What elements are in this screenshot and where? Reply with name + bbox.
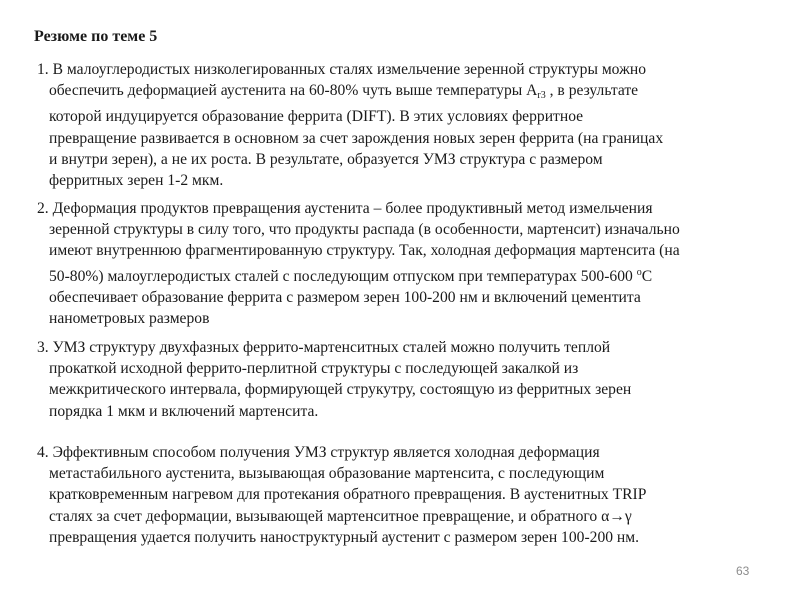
paragraph-1-line-5: и внутри зерен), а не их роста. В результате, образуется УМЗ структура с размером [49, 150, 603, 168]
paragraph-1 [37, 59, 767, 191]
paragraph-4 [37, 442, 757, 548]
paragraph-1-line-3: которой индуцируется образование феррита (DIFT). В этих условиях ферритное [49, 108, 584, 126]
paragraph-1-line-1: 1. В малоуглеродистых низколегированных сталях измельчение зеренной структуры можно [37, 61, 647, 78]
paragraph-2-line-3: имеют внутреннюю фрагментированную структуру. Так, холодная деформация мартенсита (на [49, 242, 680, 260]
slide-title: Резюме по теме 5 [34, 28, 158, 45]
paragraph-1-line-2-text: обеспечить деформацией аустенита на 60-80% чуть выше температуры А [49, 82, 538, 100]
paragraph-1-line-2-tail: , в результате [545, 82, 639, 100]
paragraph-3-line-3: межкритического интервала, формирующей струкутру, состоящую из ферритных зерен [49, 381, 632, 399]
paragraph-3-line-1: 3. УМЗ структуру двухфазных феррито-мартенситных сталей можно получить теплой [37, 339, 611, 356]
paragraph-4-line-1: 4. Эффективным способом получения УМЗ структур является холодная деформация [37, 444, 600, 461]
paragraph-2-line-4 [37, 262, 777, 287]
paragraph-1-line-6: ферритных зерен 1-2 мкм. [49, 172, 224, 190]
paragraph-3-line-2: прокаткой исходной феррито-перлитной структуры с последующей закалкой из [49, 360, 579, 378]
paragraph-2-line-2: зеренной структуры в силу того, что продукты распада (в особенности, мартенсит) изначально [49, 221, 680, 239]
paragraph-4-line-5: превращения удается получить наноструктурный аустенит с размером зерен 100-200 нм. [49, 528, 640, 546]
paragraph-3-line-4: порядка 1 мкм и включений мартенсита. [49, 402, 319, 420]
paragraph-1-line-2 [37, 80, 767, 106]
paragraph-1-line-4: превращение развивается в основном за счет зарождения новых зерен феррита (на границах [49, 129, 664, 147]
paragraph-4-line-4: сталях за счет деформации, вызывающей мартенситное превращение, и обратного α→γ [49, 507, 632, 525]
paragraph-4-line-2: метастабильного аустенита, вызывающая образование мартенсита, с последующим [49, 465, 605, 483]
temperature-subscript: r3 [537, 90, 546, 102]
paragraph-2-line-6: нанометровых размеров [49, 310, 210, 328]
paragraph-4-line-3: кратковременным нагревом для протекания обратного превращения. В аустенитных TRIP [49, 486, 647, 504]
paragraph-2-line-1: 2. Деформация продуктов превращения аустенита – более продуктивный метод измельчения [37, 200, 653, 217]
page-number: 63 [736, 564, 750, 578]
paragraph-2 [37, 198, 777, 329]
paragraph-3 [37, 337, 757, 422]
degree-superscript: о [636, 266, 642, 278]
paragraph-2-line-4-tail: С [641, 267, 653, 285]
paragraph-2-line-4-text: 50-80%) малоуглеродистых сталей с последующим отпуском при температурах 500-600 [49, 267, 637, 285]
paragraph-2-line-5: обеспечивает образование феррита с размером зерен 100-200 нм и включений цементита [49, 288, 641, 306]
